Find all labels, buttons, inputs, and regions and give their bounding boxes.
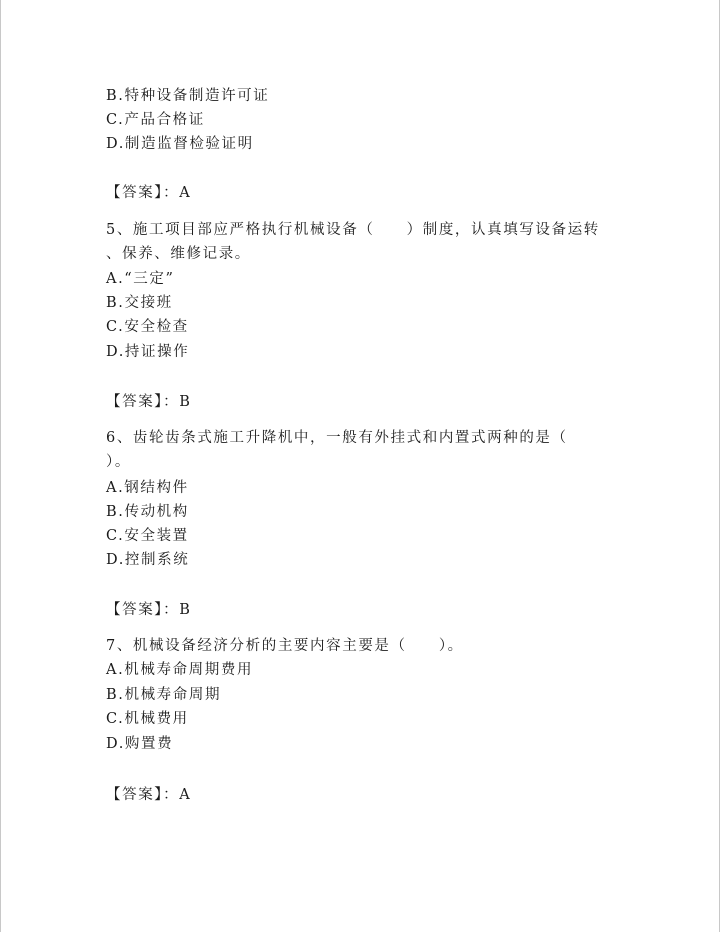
- question-stem-continued: ）。: [106, 454, 131, 470]
- option-d: D.制造监督检验证明: [106, 136, 254, 152]
- option-c: C.安全检查: [106, 319, 189, 335]
- option-d: D.购置费: [106, 736, 174, 752]
- answer-line: 【答案】：B: [106, 602, 192, 618]
- option-b: B.特种设备制造许可证: [106, 88, 270, 104]
- option-d: D.控制系统: [106, 552, 190, 568]
- option-a: A.钢结构件: [106, 480, 189, 496]
- option-b: B.传动机构: [106, 504, 189, 520]
- option-a: A.机械寿命周期费用: [106, 662, 254, 678]
- question-stem: 5、施工项目部应严格执行机械设备（ ）制度，认真填写设备运转: [106, 222, 600, 238]
- option-b: B.机械寿命周期: [106, 687, 222, 703]
- question-stem: 7、机械设备经济分析的主要内容主要是（ ）。: [106, 638, 464, 654]
- answer-line: 【答案】：A: [106, 787, 192, 803]
- option-c: C.安全装置: [106, 528, 189, 544]
- option-d: D.持证操作: [106, 344, 190, 360]
- answer-line: 【答案】：A: [106, 185, 192, 201]
- option-b: B.交接班: [106, 295, 173, 311]
- option-a: A.“三定”: [106, 271, 175, 287]
- question-stem: 6、齿轮齿条式施工升降机中，一般有外挂式和内置式两种的是（: [106, 430, 568, 446]
- option-c: C.机械费用: [106, 711, 189, 727]
- question-stem-continued: 、保养、维修记录。: [106, 246, 251, 262]
- page-edge-left: [0, 0, 1, 932]
- option-c: C.产品合格证: [106, 112, 205, 128]
- answer-line: 【答案】：B: [106, 394, 192, 410]
